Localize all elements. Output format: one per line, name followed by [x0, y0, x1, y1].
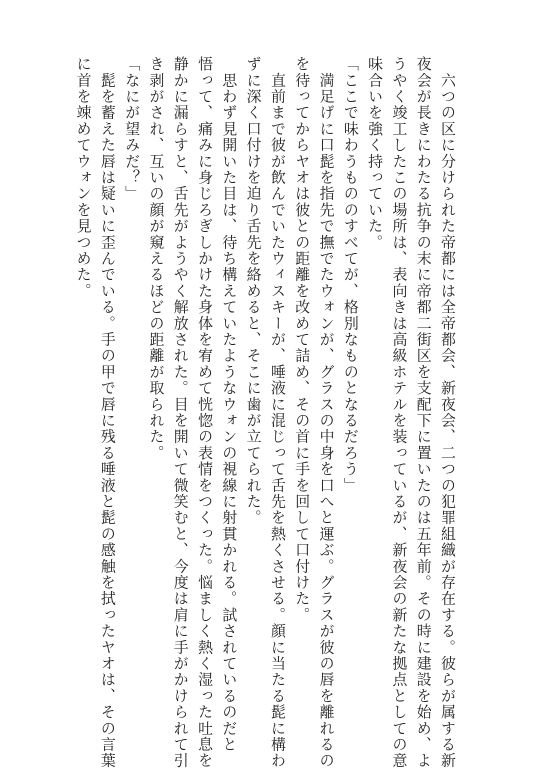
- text-line: 髭を蓄えた唇は疑いに歪んでいる。手の甲で唇に残る唾液と髭の感触を拭ったヤオは、その言葉: [98, 56, 117, 769]
- text-line: 思わず見開いた目は、待ち構えていたようなウォンの視線に射貫かれる。試されているのだと: [220, 56, 239, 753]
- text-line: 「ここで味わうもののすべてが、格別なものとなるだろう」: [341, 56, 360, 494]
- text-line: を待ってからヤオは彼との距離を改めて詰め、その首に手を回して口付けた。: [293, 56, 312, 623]
- text-line: 直前まで彼が飲んでいたウィスキーが、唾液に混じって舌先を熱くさせる。顔に当たる髭に構わ: [268, 56, 287, 769]
- text-line: に首を竦めてウォンを見つめた。: [74, 56, 93, 299]
- text-line: 悟って、痛みに身じろぎしかけた身体を宥めて恍惚の表情をつくった。悩ましく熱く湿った吐息を: [196, 56, 215, 769]
- text-line: うやく竣工したこの場所は、表向きは高級ホテルを装っているが、新夜会の新たな拠点としての意: [390, 56, 409, 769]
- text-line: 六つの区に分けられた帝都には全帝都会、新夜会、二つの犯罪組織が存在する。彼らが属する新: [439, 56, 457, 769]
- text-line: き剥がされ、互いの顔が窺えるほどの距離が取られた。: [147, 56, 166, 461]
- text-line: 味合いを強く持っていた。: [366, 56, 385, 251]
- text-line: 満足げに口髭を指先で撫でたウォンが、グラスの中身を口へと運ぶ。グラスが彼の唇を離れるの: [317, 56, 336, 769]
- text-line: 夜会が長きにわたる抗争の末に帝都二街区を支配下に置いたのは五年前。その時に建設を始め、よ: [414, 56, 433, 769]
- text-line: ずに深く口付けを迫り舌先を絡めると、そこに歯が立てられた。: [244, 56, 263, 526]
- text-line: 「なにが望みだ？」: [123, 56, 142, 202]
- vertical-text-body: [71, 56, 460, 769]
- text-line: 静かに漏らすと、舌先がようやく解放された。目を開いて微笑むと、今度は肩に手がかけられて引: [171, 56, 190, 769]
